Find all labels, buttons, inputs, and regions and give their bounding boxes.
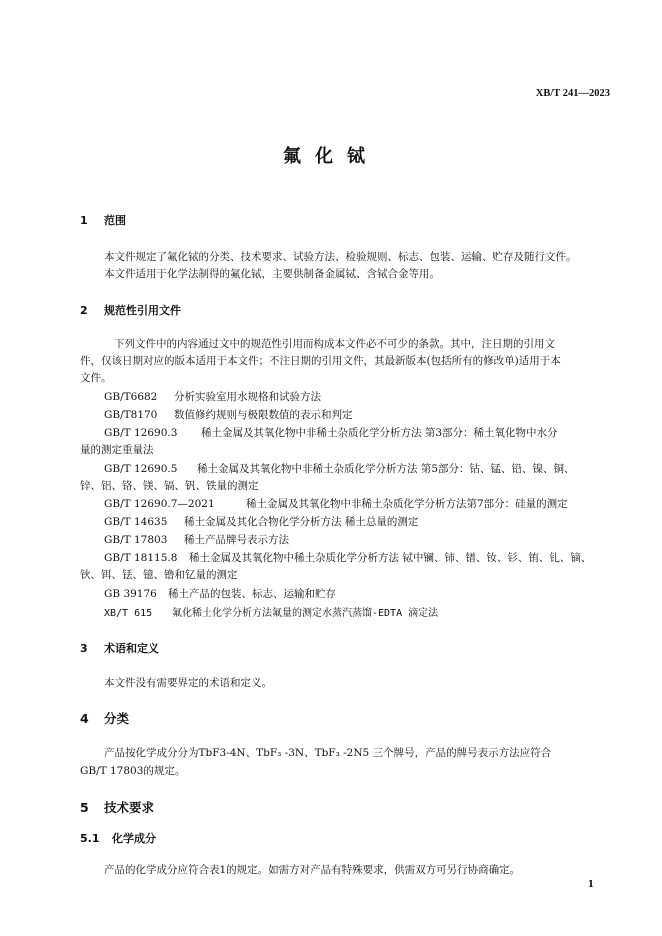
section-title: 规范性引用文件 xyxy=(104,304,181,317)
reference-title: 稀土产品的包装、标志、运输和贮存 xyxy=(168,588,336,600)
reference-title: 稀土产品牌号表示方法 xyxy=(184,534,289,546)
reference-title: 数值修约规则与极限数值的表示和判定 xyxy=(174,409,353,421)
paragraph-line: GB/T 17803的规定。 xyxy=(80,765,186,777)
reference-item xyxy=(104,496,568,511)
reference-title: 稀土金属及其化合物化学分析方法 稀土总量的测定 xyxy=(184,516,419,528)
section-number: 5 xyxy=(80,800,89,815)
reference-item xyxy=(104,586,336,601)
reference-code: GB/T 14635 xyxy=(104,516,168,528)
reference-code: GB/T 18115.8 xyxy=(104,552,178,564)
document-number: XB/T 241—2023 xyxy=(535,88,610,99)
reference-item xyxy=(104,532,289,547)
paragraph: 本文件规定了氟化铽的分类、技术要求、试验方法、检验规则、标志、包装、运输、贮存及随行文件。 xyxy=(104,251,577,263)
section-title: 技术要求 xyxy=(104,800,155,815)
paragraph-line: 下列文件中的内容通过文中的规范性引用而构成本文件必不可少的条款。其中，注日期的引用文 xyxy=(114,338,555,350)
paragraph: 本文件没有需要界定的术语和定义。 xyxy=(104,677,272,689)
paragraph: 产品的化学成分应符合表1的规定。如需方对产品有特殊要求，供需双方可另行协商确定。 xyxy=(104,864,521,876)
section-number: 3 xyxy=(80,642,88,655)
reference-title: 稀土金属及其氧化物中稀土杂质化学分析方法 铽中镧、铈、镨、钕、钐、铕、钆、镝、 xyxy=(189,552,592,564)
section-title: 范围 xyxy=(104,214,126,227)
paragraph-line: 文件。 xyxy=(80,372,112,384)
paragraph: 本文件适用于化学法制得的氟化铽，主要供制备金属铽、含铽合金等用。 xyxy=(104,268,440,280)
section-5-heading xyxy=(80,798,154,816)
reference-continuation: 钬、铒、铥、镱、镥和钇量的测定 xyxy=(80,569,238,581)
reference-item xyxy=(104,461,575,476)
reference-item xyxy=(104,514,418,529)
reference-item xyxy=(104,407,353,422)
reference-title: 稀土金属及其氧化物中非稀土杂质化学分析方法第7部分：硅量的测定 xyxy=(246,498,568,510)
subsection-number: 5.1 xyxy=(80,832,100,845)
reference-code: GB/T 12690.5 xyxy=(104,463,178,475)
reference-continuation: 锌、铝、铬、镁、镉、钒、铁量的测定 xyxy=(80,480,259,492)
section-3-heading xyxy=(80,640,159,656)
reference-title: 氟化稀土化学分析方法氟量的测定水蒸汽蒸馏-EDTA 滴定法 xyxy=(172,608,439,619)
reference-code: GB/T6682 xyxy=(104,391,158,403)
reference-title: 稀土金属及其氧化物中非稀土杂质化学分析方法 第3部分：稀土氧化物中水分 xyxy=(201,427,558,439)
reference-code: GB 39176 xyxy=(104,588,157,600)
section-2-heading xyxy=(80,302,181,318)
reference-item xyxy=(104,425,558,440)
reference-continuation: 量的测定重量法 xyxy=(80,444,154,456)
section-number: 1 xyxy=(80,214,88,227)
reference-item xyxy=(104,604,438,619)
subsection-title: 化学成分 xyxy=(112,832,156,845)
reference-title: 稀土金属及其氧化物中非稀土杂质化学分析方法 第5部分：钴、锰、铅、镍、铜、 xyxy=(197,463,575,475)
section-title: 分类 xyxy=(104,711,130,726)
reference-code: GB/T8170 xyxy=(104,409,158,421)
section-number: 2 xyxy=(80,304,88,317)
reference-item xyxy=(104,389,321,404)
page-title: 氟化铽 xyxy=(283,146,379,167)
subsection-5-1-heading xyxy=(80,830,156,846)
section-number: 4 xyxy=(80,711,89,726)
section-title: 术语和定义 xyxy=(104,642,159,655)
page-number: 1 xyxy=(587,880,594,890)
reference-item xyxy=(104,550,591,565)
section-1-heading xyxy=(80,212,126,228)
reference-code: XB/T 615 xyxy=(104,608,153,619)
reference-code: GB/T 12690.7—2021 xyxy=(104,498,215,510)
reference-title: 分析实验室用水规格和试验方法 xyxy=(174,391,321,403)
section-4-heading xyxy=(80,709,129,727)
reference-code: GB/T 17803 xyxy=(104,534,168,546)
paragraph-line: 件，仅该日期对应的版本适用于本文件；不注日期的引用文件，其最新版本(包括所有的修改单)适用于本 xyxy=(80,355,561,367)
paragraph-line: 产品按化学成分分为TbF3-4N、TbF₃ -3N、TbF₃ -2N5 三个牌号，产品的牌号表示方法应符合 xyxy=(104,747,552,759)
reference-code: GB/T 12690.3 xyxy=(104,427,178,439)
